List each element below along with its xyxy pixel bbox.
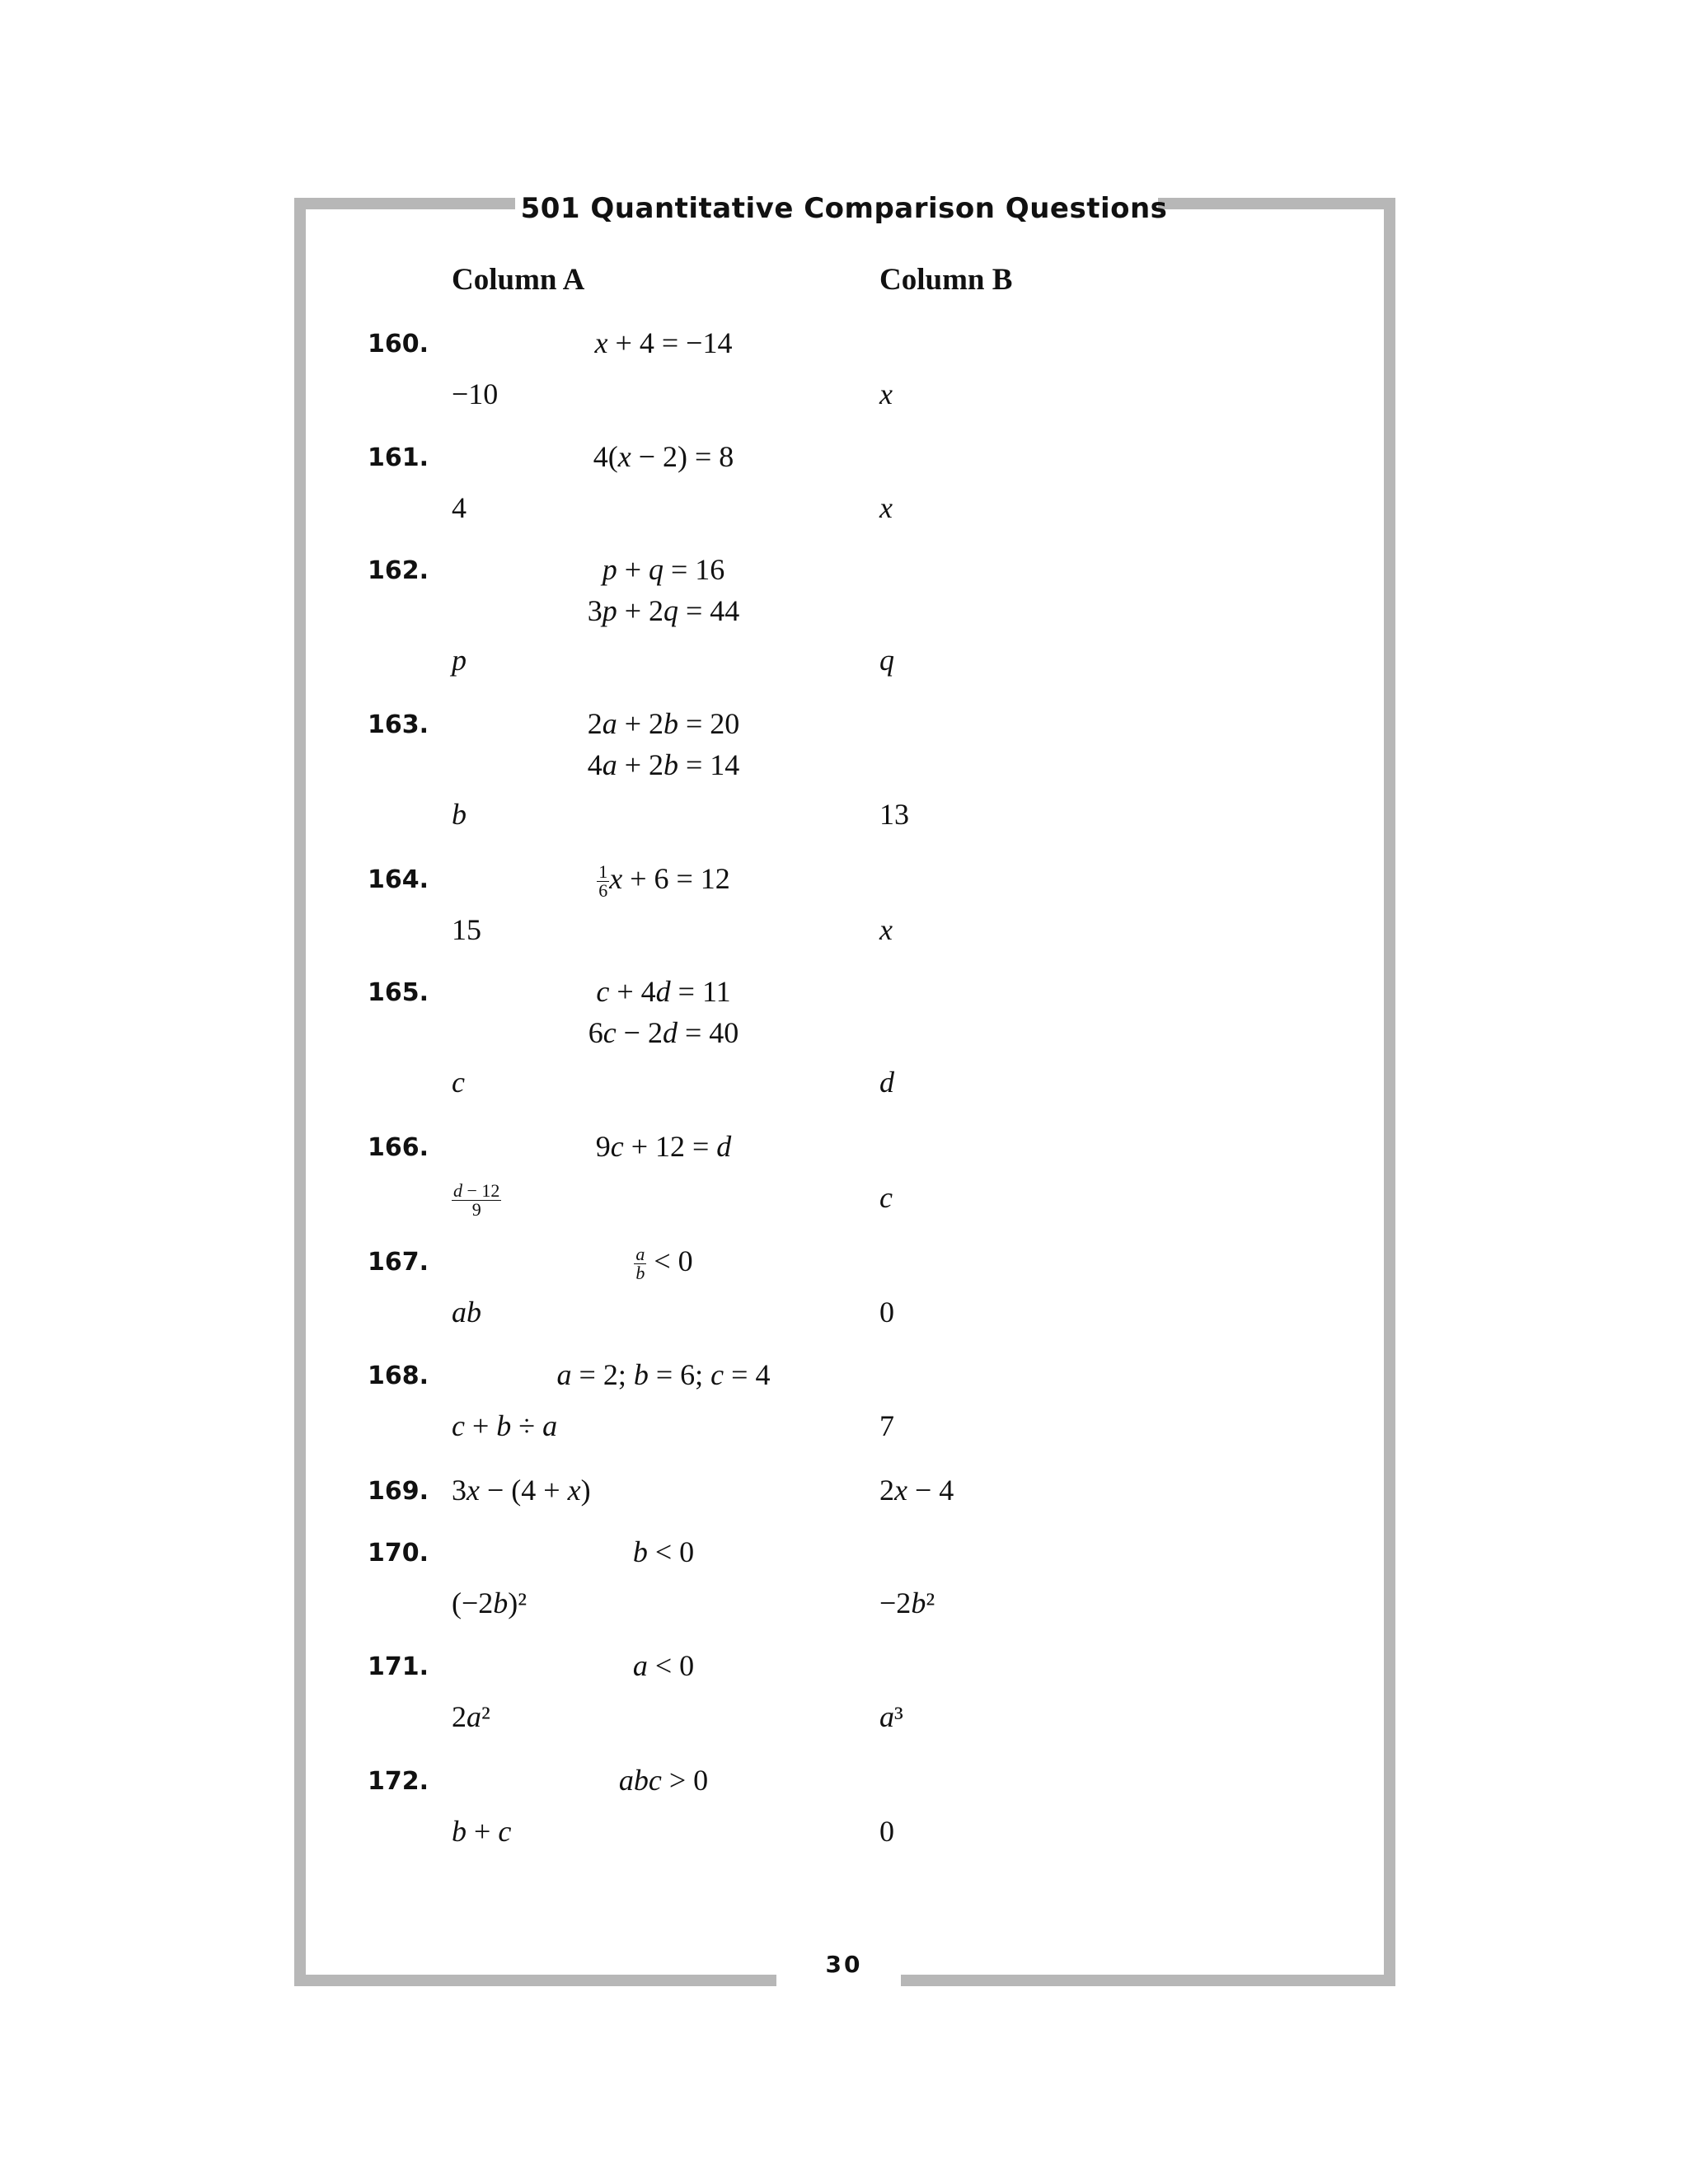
question-number: 170.: [368, 1539, 429, 1568]
column-a-value: b + c: [452, 1815, 512, 1848]
question-number: 167.: [368, 1248, 429, 1277]
question-number: 169.: [368, 1477, 429, 1506]
column-a-value: p: [452, 644, 467, 677]
column-a-value: c: [452, 1066, 465, 1099]
question-condition: a = 2; b = 6; c = 4: [556, 1358, 771, 1391]
column-a-value: ab: [452, 1296, 481, 1329]
frame-left: [294, 198, 306, 1986]
column-a-value: 4: [452, 491, 467, 524]
question-condition: x + 4 = −14: [594, 326, 733, 359]
condition-fraction: $\frac{1}{6}$: [598, 861, 608, 902]
page-number: 30: [825, 1951, 863, 1978]
column-a-heading: Column A: [452, 263, 585, 297]
column-b-value: −2b²: [879, 1586, 935, 1619]
question-condition: b < 0: [632, 1535, 695, 1568]
column-b-value: 0: [879, 1815, 894, 1848]
question-condition: 4a + 2b = 14: [587, 748, 740, 781]
question-number: 172.: [368, 1767, 429, 1796]
column-a-value: 15: [452, 913, 481, 946]
column-b-value: x: [879, 491, 893, 524]
question-condition: $\frac{1}{6}$ x + 6 = 12: [598, 861, 730, 902]
question-condition: 4(x − 2) = 8: [593, 440, 734, 473]
column-a-value: 2a²: [452, 1700, 490, 1733]
question-condition: $\frac{a}{b}$ < 0: [635, 1244, 693, 1284]
question-condition: 3p + 2q = 44: [587, 594, 740, 627]
column-a-value: c + b ÷ a: [452, 1409, 558, 1442]
question-number: 164.: [368, 865, 429, 894]
question-condition: 6c − 2d = 40: [588, 1016, 739, 1049]
question-number: 165.: [368, 978, 429, 1007]
frame-right: [1384, 198, 1395, 1986]
question-number: 166.: [368, 1133, 429, 1162]
column-b-value: x: [879, 913, 893, 946]
column-b-value: d: [879, 1066, 894, 1099]
column-a-value: [452, 1179, 501, 1219]
question-number: 171.: [368, 1652, 429, 1681]
question-condition: 9c + 12 = d: [595, 1130, 732, 1163]
column-b-value: 2x − 4: [879, 1474, 954, 1507]
question-condition: abc > 0: [618, 1764, 709, 1797]
condition-fraction: $\frac{a}{b}$: [635, 1244, 645, 1284]
question-condition: p + q = 16: [602, 553, 725, 586]
question-number: 168.: [368, 1361, 429, 1390]
question-number: 162.: [368, 556, 429, 585]
column-b-value: 7: [879, 1409, 894, 1442]
column-b-value: x: [879, 377, 893, 410]
column-b-value: 13: [879, 798, 909, 831]
column-b-heading: Column B: [879, 263, 1013, 297]
column-a-value: (−2b)²: [452, 1586, 528, 1619]
column-a-fraction: $\frac{d - 12}{9}$: [453, 1180, 500, 1221]
page-header-title: 501 Quantitative Comparison Questions: [520, 192, 1168, 225]
column-b-value: 0: [879, 1296, 894, 1329]
question-number: 160.: [368, 330, 429, 359]
column-b-value: q: [879, 644, 894, 677]
column-a-value: −10: [452, 377, 499, 410]
column-b-value: c: [879, 1181, 893, 1214]
question-number: 161.: [368, 443, 429, 472]
column-a-value: b: [452, 798, 467, 831]
question-number: 163.: [368, 710, 429, 739]
column-a-value: 3x − (4 + x): [452, 1474, 591, 1507]
question-condition: 2a + 2b = 20: [587, 707, 740, 740]
question-condition: c + 4d = 11: [596, 975, 731, 1008]
column-b-value: a³: [879, 1700, 903, 1733]
question-condition: a < 0: [632, 1649, 695, 1682]
